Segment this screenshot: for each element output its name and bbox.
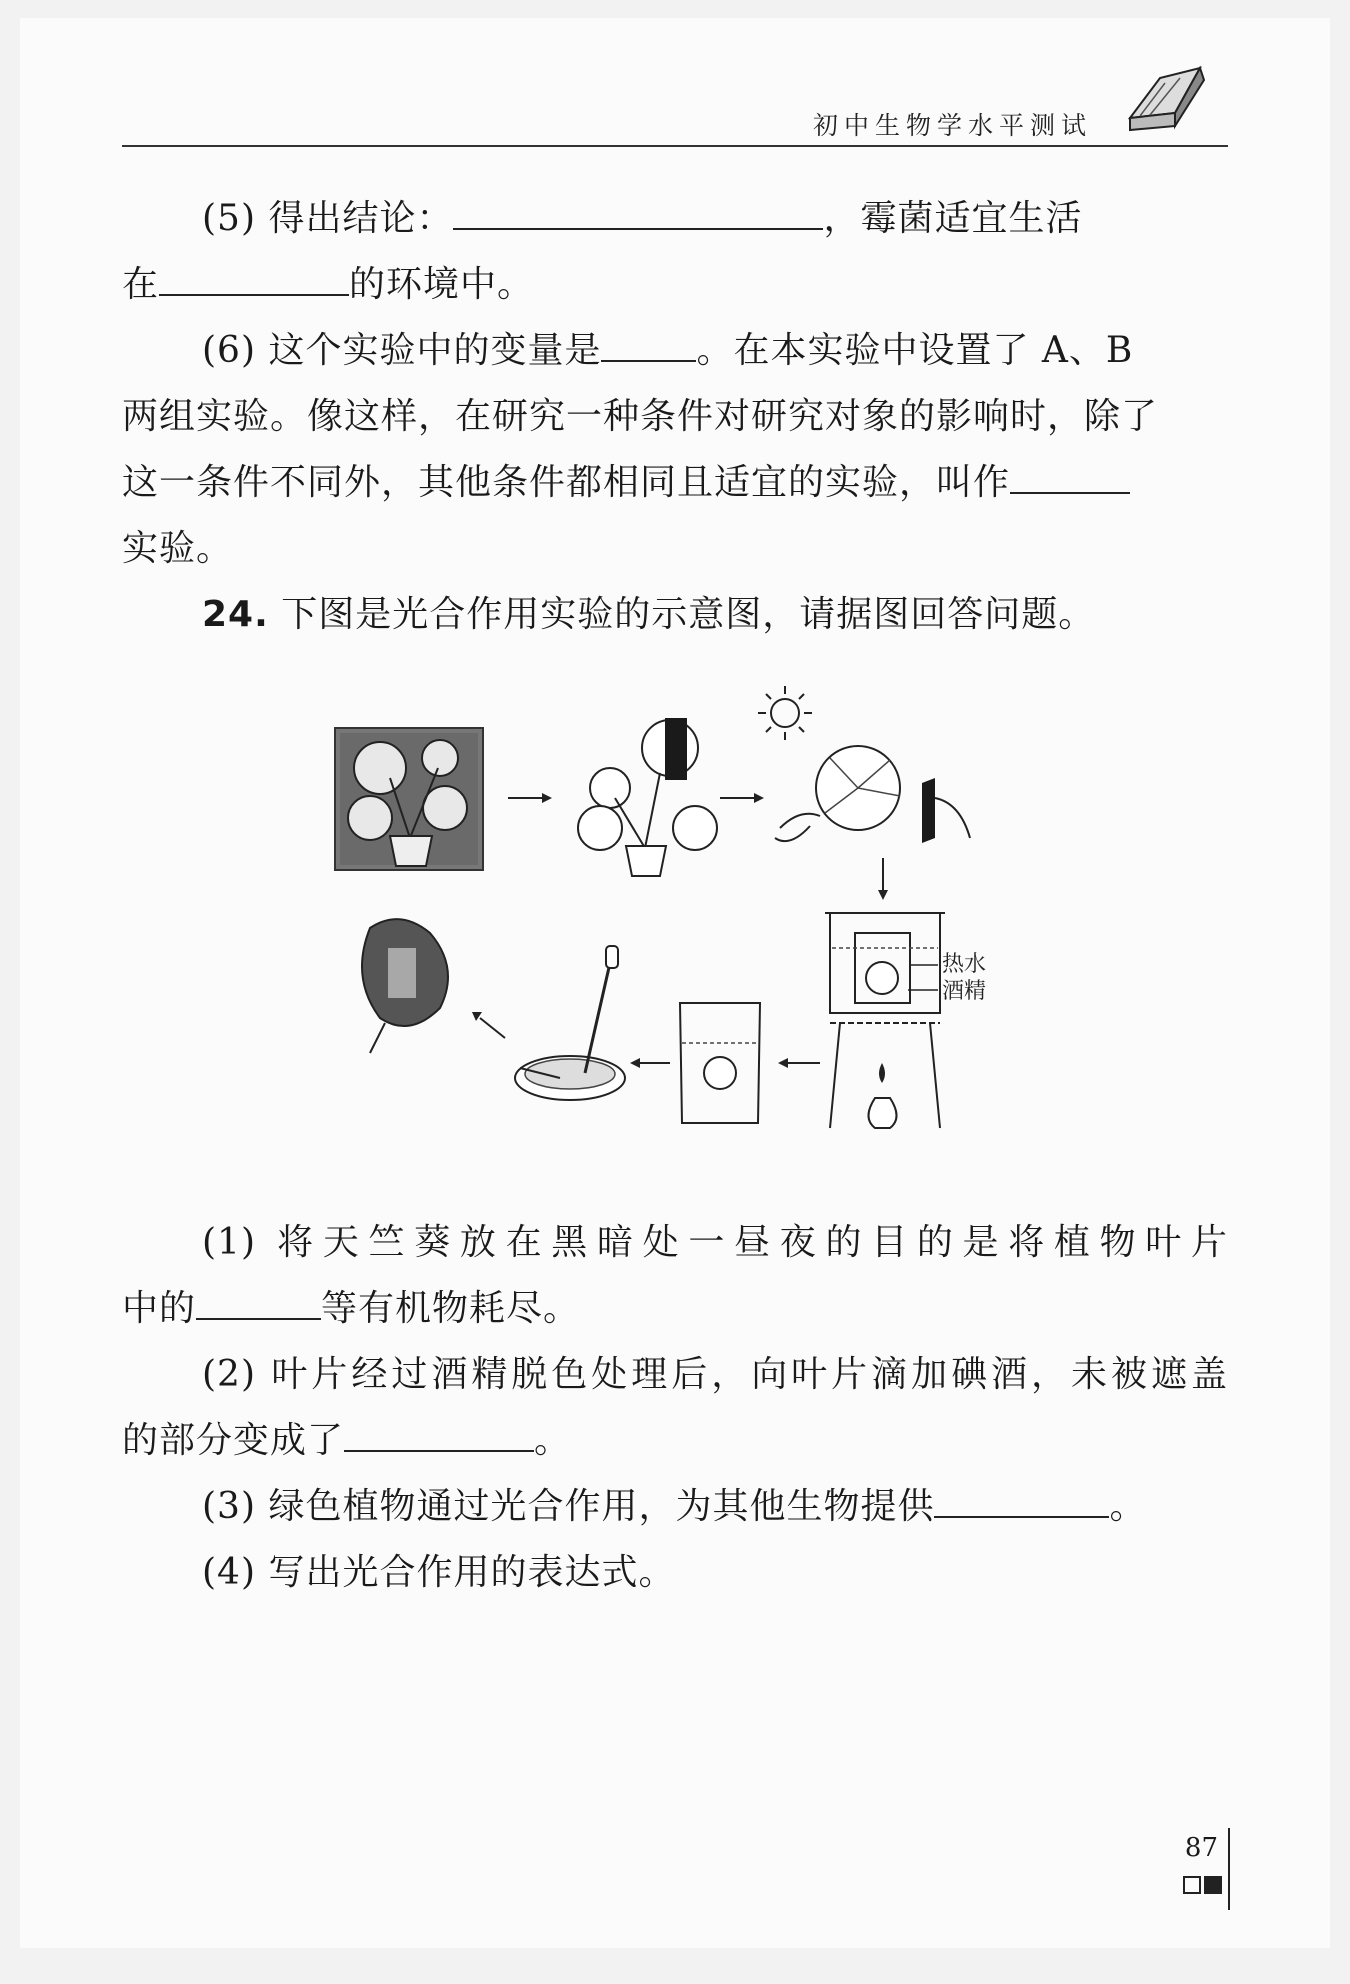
q24-number: 24. bbox=[202, 594, 269, 635]
arrow-step5 bbox=[630, 1058, 670, 1068]
q23-part5-end: 的环境中。 bbox=[349, 264, 535, 305]
q23-part5-line2 bbox=[122, 252, 1228, 318]
footer-boxes-icon bbox=[1183, 1876, 1222, 1894]
q23-part5-label: (5) 得出结论： bbox=[202, 198, 454, 239]
q24-stem-line bbox=[122, 582, 1228, 648]
label-alcohol: 酒精 bbox=[942, 979, 987, 1004]
q24-stem: 下图是光合作用实验的示意图，请据图回答问题。 bbox=[281, 594, 1096, 635]
q23-part5-mid: ，霉菌适宜生活 bbox=[823, 198, 1083, 239]
q24-part2-line2 bbox=[122, 1408, 1228, 1474]
q23-part6-blank-variable[interactable] bbox=[601, 330, 696, 362]
q23-part5-line1 bbox=[122, 186, 1228, 252]
q24-part1-blank-organic-matter[interactable] bbox=[196, 1288, 321, 1320]
header-title: 初中生物学水平测试 bbox=[812, 111, 1092, 140]
q23-part5-start: 在 bbox=[122, 264, 160, 305]
q23-part6-line4: 实验。 bbox=[122, 528, 234, 569]
q23-part6-line2: 两组实验。像这样，在研究一种条件对研究对象的影响时，除了 bbox=[122, 396, 1159, 437]
sun-icon bbox=[758, 686, 812, 740]
q24-part1-end: 等有机物耗尽。 bbox=[321, 1288, 581, 1329]
q24-part1-start: 中的 bbox=[122, 1288, 197, 1329]
rinse-beaker bbox=[680, 1003, 760, 1123]
q23-part6-line3-text: 这一条件不同外，其他条件都相同且适宜的实验，叫作 bbox=[122, 462, 1011, 503]
q23-part6-b: 。在本实验中设置了 A、B bbox=[696, 330, 1134, 371]
q24-part2-start: 的部分变成了 bbox=[122, 1420, 345, 1461]
q24-part1-line1: (1) 将天竺葵放在黑暗处一昼夜的目的是将植物叶片 bbox=[202, 1222, 1228, 1263]
q24-part2-blank-color[interactable] bbox=[344, 1420, 534, 1452]
page-number: 87 bbox=[1184, 1833, 1218, 1863]
label-hot-water: 热水 bbox=[942, 952, 987, 977]
q23-part5-blank-conclusion[interactable] bbox=[453, 198, 823, 230]
empty-square-icon bbox=[1183, 1876, 1201, 1894]
filled-square-icon bbox=[1204, 1876, 1222, 1894]
arrow-step4 bbox=[778, 1058, 820, 1068]
footer-rule bbox=[1228, 1828, 1230, 1910]
picked-leaf bbox=[775, 746, 970, 843]
arrow-step1 bbox=[508, 793, 552, 803]
q24-part3-line bbox=[122, 1474, 1228, 1540]
arrow-step2 bbox=[720, 793, 764, 803]
header-rule bbox=[122, 145, 1228, 147]
book-icon bbox=[1120, 58, 1210, 138]
textbook-page bbox=[20, 18, 1330, 1948]
photosynthesis-experiment-diagram bbox=[310, 678, 1070, 1188]
water-bath-heating bbox=[825, 913, 986, 1128]
q24-part2-line1: (2) 叶片经过酒精脱色处理后，向叶片滴加碘酒，未被遮盖 bbox=[202, 1354, 1228, 1395]
stained-leaf bbox=[362, 919, 448, 1053]
question-24-parts bbox=[122, 1210, 1228, 1606]
plant-in-dark bbox=[335, 728, 483, 870]
q24-part3-end: 。 bbox=[1109, 1486, 1147, 1527]
q23-part6-blank-experiment-type[interactable] bbox=[1010, 462, 1130, 494]
arrow-step3 bbox=[878, 858, 888, 900]
q23-part6-line1 bbox=[122, 318, 1228, 384]
q23-part6-a: (6) 这个实验中的变量是 bbox=[202, 330, 602, 371]
arrow-step6 bbox=[472, 1012, 505, 1038]
q23-part6-line3 bbox=[122, 450, 1228, 516]
q24-part4-line: (4) 写出光合作用的表达式。 bbox=[202, 1552, 676, 1593]
iodine-petri-dish bbox=[515, 946, 625, 1100]
q24-part1-line2 bbox=[122, 1276, 1228, 1342]
plant-with-covered-leaf bbox=[578, 718, 717, 876]
q24-part3-text: (3) 绿色植物通过光合作用，为其他生物提供 bbox=[202, 1486, 935, 1527]
q23-part5-blank-environment[interactable] bbox=[159, 264, 349, 296]
q24-part3-blank-provide[interactable] bbox=[934, 1486, 1109, 1518]
q24-part2-end: 。 bbox=[534, 1420, 572, 1461]
question-23-continued bbox=[122, 186, 1228, 648]
